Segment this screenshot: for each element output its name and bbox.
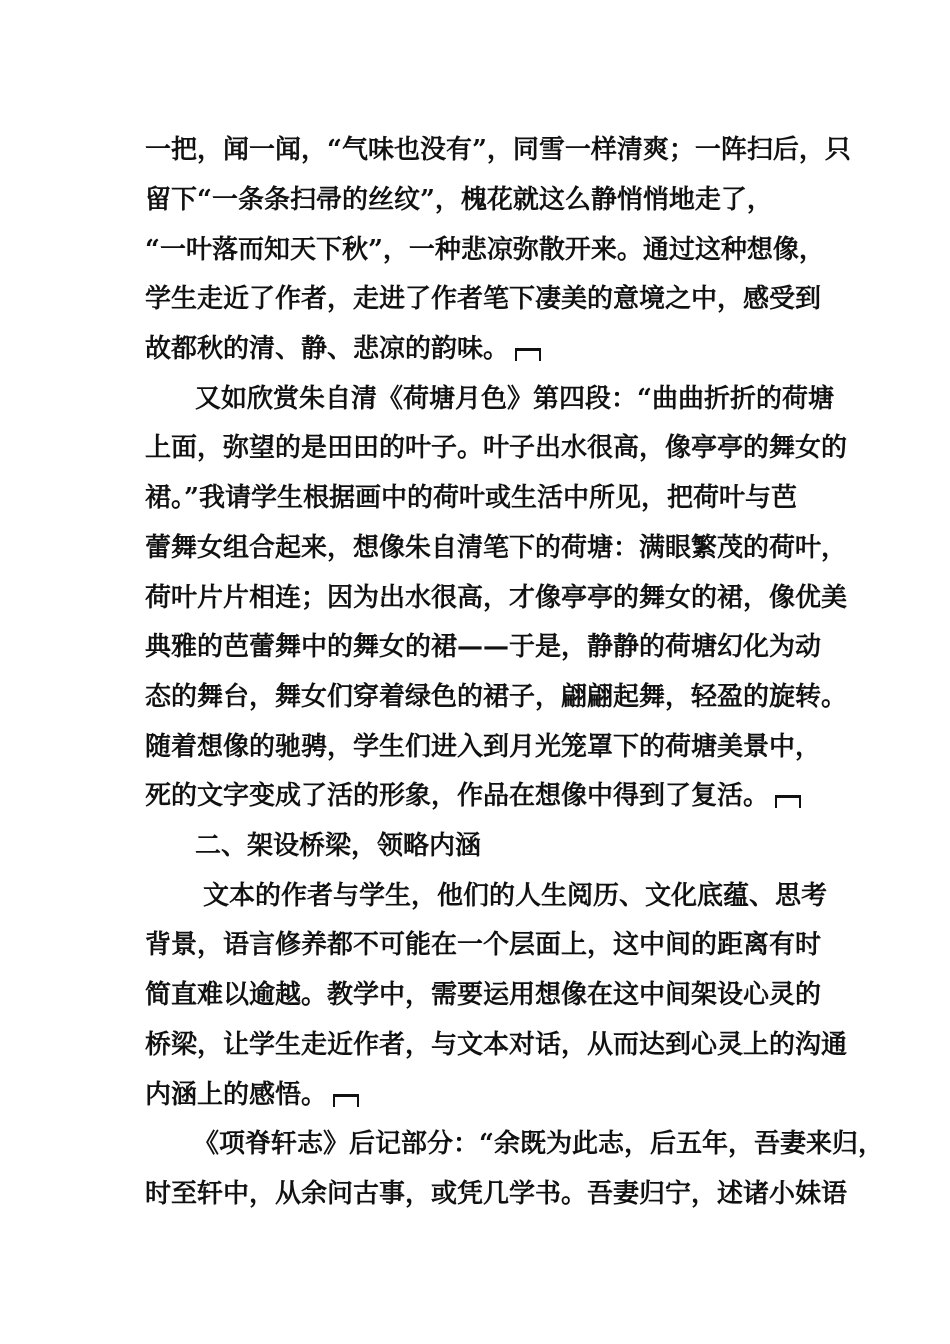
text-line-2: 留下“一条条扫帚的丝纹”，槐花就这么静悄悄地走了， (145, 185, 773, 215)
text-line-20-content: 内涵上的感悟。 (145, 1080, 328, 1110)
section-heading: 二、架设桥梁，领略内涵 (195, 831, 482, 861)
text-line-22: 时至轩中，从余问古事，或凭几学书。吾妻归宁，述诸小妹语 (145, 1179, 848, 1209)
text-line-1: 一把，闻一闻，“气味也没有”，同雪一样清爽；一阵扫后，只 (145, 135, 851, 165)
text-line-6: 又如欣赏朱自清《荷塘月色》第四段：“曲曲折折的荷塘 (195, 384, 834, 414)
paragraph-mark-icon (775, 795, 801, 808)
text-line-5 (145, 329, 825, 369)
text-line-4: 学生走近了作者，走进了作者笔下凄美的意境之中，感受到 (145, 284, 822, 314)
text-line-8: 裙。”我请学生根据画中的荷叶或生活中所见，把荷叶与芭 (145, 483, 797, 513)
text-line-16: 文本的作者与学生，他们的人生阅历、文化底蕴、思考 (203, 881, 828, 911)
text-line-18: 简直难以逾越。教学中，需要运用想像在这中间架设心灵的 (145, 980, 822, 1010)
text-line-7: 上面，弥望的是田田的叶子。叶子出水很高，像亭亭的舞女的 (145, 433, 848, 463)
text-line-21: 《项脊轩志》后记部分：“余既为此志，后五年，吾妻来归， (193, 1129, 884, 1159)
text-line-5-content: 故都秋的清、静、悲凉的韵味。 (145, 334, 510, 364)
text-line-3: “一叶落而知天下秋”，一种悲凉弥散开来。通过这种想像， (145, 235, 825, 265)
paragraph-mark-icon (333, 1094, 359, 1107)
text-line-19: 桥梁，让学生走近作者，与文本对话，从而达到心灵上的沟通 (145, 1030, 848, 1060)
text-line-17: 背景，语言修养都不可能在一个层面上，这中间的距离有时 (145, 930, 822, 960)
text-line-11: 典雅的芭蕾舞中的舞女的裙——于是，静静的荷塘幻化为动 (145, 632, 822, 662)
text-line-14 (145, 776, 825, 816)
text-line-12: 态的舞台，舞女们穿着绿色的裙子，翩翩起舞，轻盈的旋转。 (145, 682, 848, 712)
text-line-9: 蕾舞女组合起来，想像朱自清笔下的荷塘：满眼繁茂的荷叶， (145, 533, 848, 563)
paragraph-mark-icon (515, 348, 541, 361)
text-line-10: 荷叶片片相连；因为出水很高，才像亭亭的舞女的裙，像优美 (145, 583, 848, 613)
text-line-14-content: 死的文字变成了活的形象，作品在想像中得到了复活。 (145, 781, 770, 811)
text-line-13: 随着想像的驰骋，学生们进入到月光笼罩下的荷塘美景中， (145, 732, 822, 762)
text-line-20 (145, 1075, 825, 1115)
